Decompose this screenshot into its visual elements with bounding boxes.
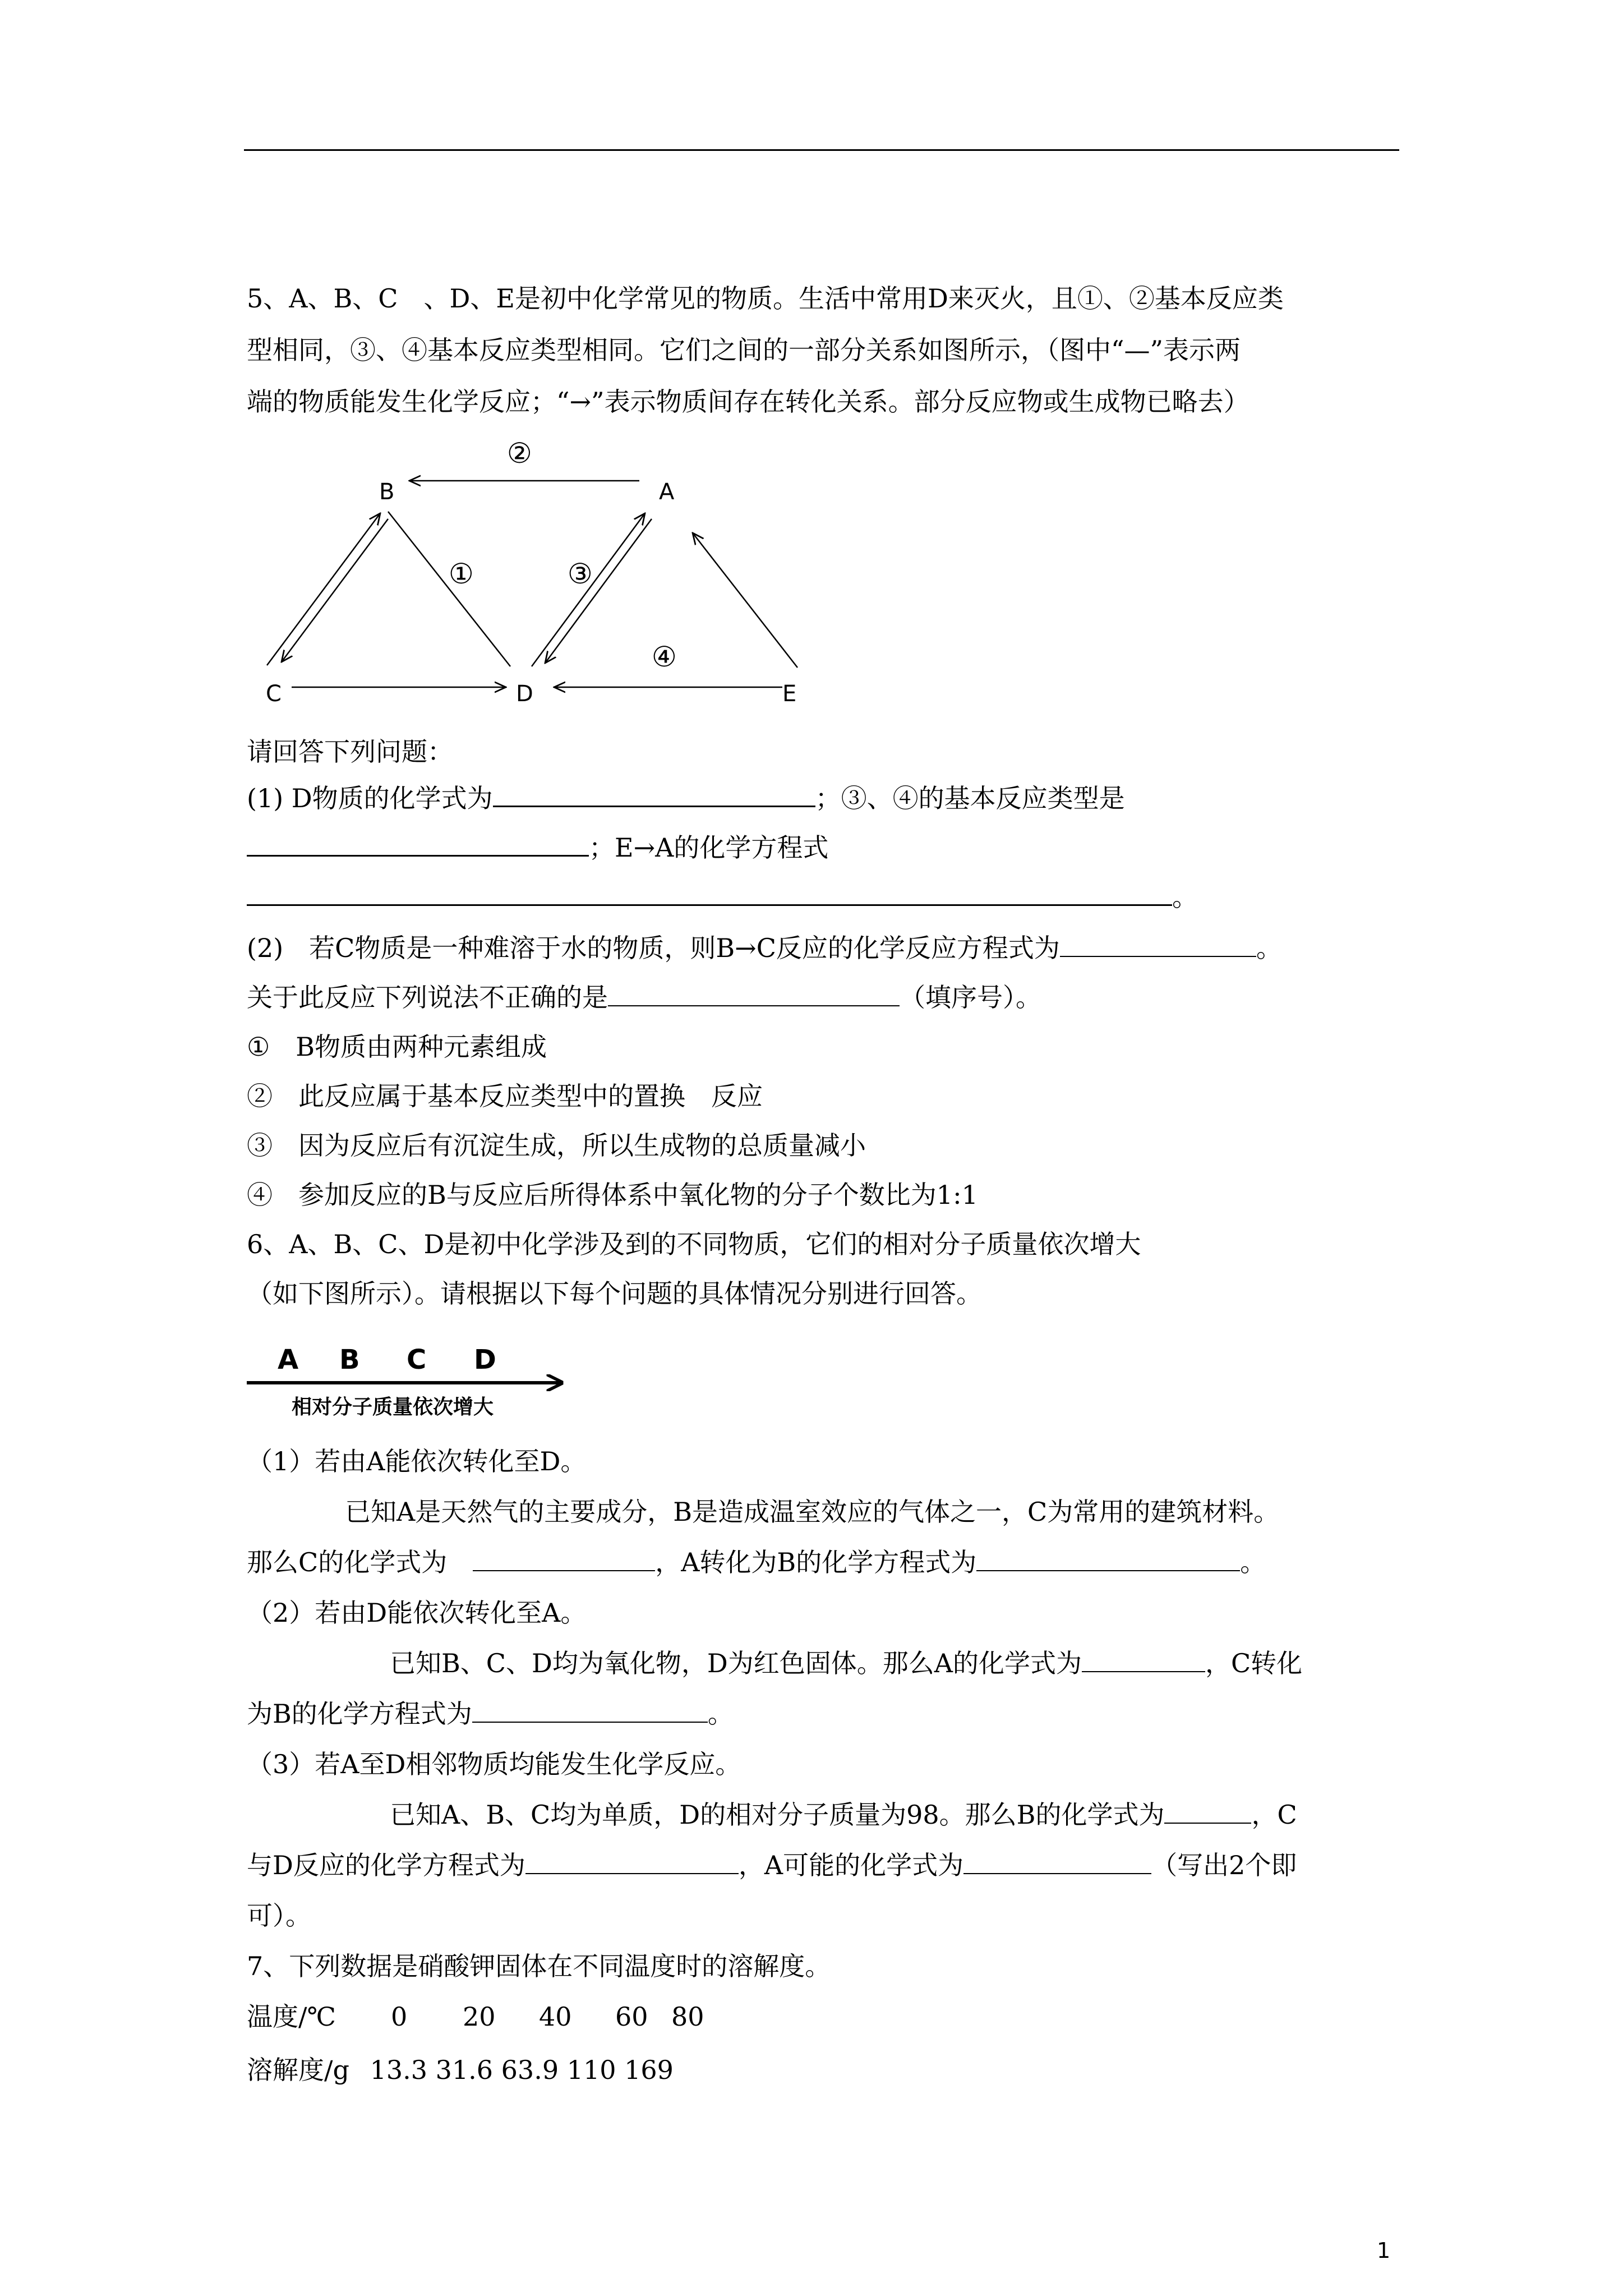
node-b: B xyxy=(379,479,395,505)
arrow-e-to-a xyxy=(693,533,797,668)
q5-part2-line2 xyxy=(247,981,1041,1014)
q6-scenario-3-line2 xyxy=(247,1848,1297,1882)
label-4: ④ xyxy=(652,641,677,673)
answer-blank-c-d-equation[interactable] xyxy=(525,1848,739,1874)
q5-p1-tail: ；E→A的化学方程式 xyxy=(589,832,829,863)
axis-letter-d: D xyxy=(474,1344,496,1375)
q5-part1-line1 xyxy=(247,781,1125,815)
q6-s3-text: 已知A、B、C均为单质，D的相对分子质量为98。那么B的化学式为 xyxy=(390,1800,1165,1830)
arrow-a-to-d xyxy=(545,519,652,663)
reaction-diagram xyxy=(247,432,824,718)
q6-s2-end: 。 xyxy=(707,1699,734,1729)
q6-s3-hint: （写出2个即 xyxy=(1151,1850,1297,1880)
temperature-value: 20 xyxy=(463,2001,496,2032)
q5-prompt: 请回答下列问题： xyxy=(247,737,453,767)
q6-s2-text: 已知B、C、D均为氧化物，D为红色固体。那么A的化学式为 xyxy=(390,1648,1082,1678)
q7-temperature-row xyxy=(247,2000,704,2033)
axis-letter-c: C xyxy=(407,1344,427,1375)
temperature-value: 80 xyxy=(671,2001,704,2032)
temperature-label: 温度/℃ xyxy=(247,2001,336,2032)
q6-s2-tail: ，C转化 xyxy=(1205,1648,1303,1678)
axis-letter-a: A xyxy=(278,1344,299,1375)
q5-part1-line3 xyxy=(247,880,1198,914)
q6-s1-end: 。 xyxy=(1240,1547,1266,1577)
q6-line-2: （如下图所示）。请根据以下每个问题的具体情况分别进行回答。 xyxy=(247,1278,982,1309)
q5-line-2: 型相同，③、④基本反应类型相同。它们之间的一部分关系如图所示，（图中“—”表示两 xyxy=(247,335,1241,365)
q7-line-1: 7、下列数据是硝酸钾固体在不同温度时的溶解度。 xyxy=(247,1951,831,1981)
q6-scenario-2: （2）若由D能依次转化至A。 xyxy=(247,1598,587,1628)
q5-option-4: ④ 参加反应的B与反应后所得体系中氧化物的分子个数比为1:1 xyxy=(247,1180,978,1210)
temperature-value: 60 xyxy=(615,2001,648,2032)
q5-option-3: ③ 因为反应后有沉淀生成，所以生成物的总质量减小 xyxy=(247,1130,866,1161)
answer-blank-reaction-type[interactable] xyxy=(247,830,589,857)
q6-scenario-3-line3: 可）。 xyxy=(247,1901,311,1931)
temperature-value: 40 xyxy=(539,2001,572,2032)
answer-blank-incorrect-option[interactable] xyxy=(608,981,900,1006)
answer-blank-a-to-b-equation[interactable] xyxy=(976,1545,1240,1571)
q5-p1-label: (1) D物质的化学式为 xyxy=(247,783,493,813)
arrow-b-to-c xyxy=(282,519,388,662)
q5-option-2: ② 此反应属于基本反应类型中的置换 反应 xyxy=(247,1081,763,1111)
q5-part2-line1 xyxy=(247,931,1282,965)
q6-s2-eq-label: 为B的化学方程式为 xyxy=(247,1699,472,1729)
answer-blank-a-possible-formulas[interactable] xyxy=(963,1848,1151,1874)
q6-scenario-1-info: 已知A是天然气的主要成分，B是造成温室效应的气体之一，C为常用的建筑材料。 xyxy=(345,1497,1280,1527)
answer-blank-d-formula[interactable] xyxy=(493,781,815,807)
axis-letter-b: B xyxy=(339,1344,360,1375)
solubility-values: 13.3 31.6 63.9 110 169 xyxy=(370,2055,674,2085)
q5-p2-text: (2) 若C物质是一种难溶于水的物质，则B→C反应的化学反应方程式为 xyxy=(247,933,1060,963)
q6-s1-eq-label: ，A转化为B的化学方程式为 xyxy=(655,1547,977,1577)
q6-scenario-1-line2 xyxy=(247,1545,1266,1579)
q6-line-1: 6、A、B、C、D是初中化学涉及到的不同物质，它们的相对分子质量依次增大 xyxy=(247,1229,1141,1259)
q5-part1-line2 xyxy=(247,830,828,864)
answer-blank-c-formula[interactable] xyxy=(473,1545,655,1571)
molecular-mass-axis xyxy=(247,1341,583,1425)
q5-p2-hint: （填序号）。 xyxy=(900,982,1041,1013)
q5-p1-end: 。 xyxy=(1172,882,1198,912)
answer-blank-a-formula[interactable] xyxy=(1082,1646,1205,1672)
node-c: C xyxy=(266,681,282,707)
label-1: ① xyxy=(449,558,474,590)
q6-scenario-2-line2 xyxy=(247,1697,734,1731)
q6-scenario-3: （3）若A至D相邻物质均能发生化学反应。 xyxy=(247,1749,741,1779)
answer-blank-c-to-b-equation[interactable] xyxy=(472,1697,708,1723)
q6-s3-eq-label: 与D反应的化学方程式为 xyxy=(247,1850,525,1880)
page-number: 1 xyxy=(1377,2238,1391,2263)
label-3: ③ xyxy=(568,558,593,590)
answer-blank-e-to-a-equation[interactable] xyxy=(247,880,1172,906)
q5-line-3: 端的物质能发生化学反应；“→”表示物质间存在转化关系。部分反应物或生成物已略去） xyxy=(247,386,1249,417)
temperature-value: 0 xyxy=(391,2001,408,2032)
q6-s1-c-formula-label: 那么C的化学式为 xyxy=(247,1547,473,1577)
q6-s3-tail: ，C xyxy=(1251,1800,1297,1830)
q6-s3-a-label: ，A可能的化学式为 xyxy=(738,1850,964,1880)
q6-scenario-3-line1 xyxy=(390,1798,1297,1832)
answer-blank-b-formula[interactable] xyxy=(1164,1798,1251,1824)
q6-scenario-1: （1）若由A能依次转化至D。 xyxy=(247,1446,587,1476)
arrow-c-to-b xyxy=(267,513,380,665)
q6-scenario-2-line1 xyxy=(390,1646,1302,1680)
header-rule xyxy=(244,149,1399,151)
q5-p1-mid: ；③、④的基本反应类型是 xyxy=(815,783,1125,813)
q5-line-1: 5、A、B、C 、D、E是初中化学常见的物质。生活中常用D来灭火，且①、②基本反应类 xyxy=(247,283,1284,314)
label-2: ② xyxy=(507,437,532,470)
q5-p2-question: 关于此反应下列说法不正确的是 xyxy=(247,982,608,1013)
node-e: E xyxy=(782,681,797,707)
q7-solubility-row xyxy=(247,2053,674,2087)
solubility-label: 溶解度/g xyxy=(247,2055,349,2085)
node-a: A xyxy=(659,479,675,505)
node-d: D xyxy=(516,681,533,707)
answer-blank-b-to-c-equation[interactable] xyxy=(1060,931,1256,957)
q5-p2-end: 。 xyxy=(1256,933,1282,963)
q5-option-1: ① B物质由两种元素组成 xyxy=(247,1032,547,1062)
axis-caption: 相对分子质量依次增大 xyxy=(292,1396,494,1419)
